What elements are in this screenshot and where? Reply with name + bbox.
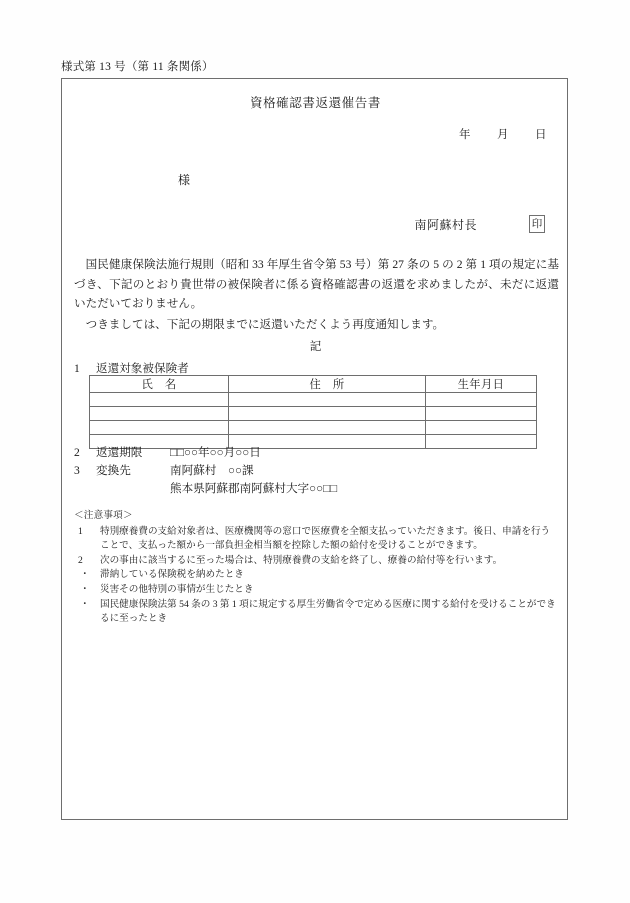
date-day-label: 日 — [535, 129, 547, 141]
note-5-marker: ・ — [80, 598, 90, 610]
item-1-label: 返還対象被保険者 — [96, 362, 189, 375]
cell-address[interactable] — [229, 421, 426, 435]
note-item-4 — [74, 583, 559, 598]
note-item-1 — [74, 525, 559, 554]
body-text — [74, 255, 559, 334]
issuer-name: 南阿蘇村長 — [414, 217, 477, 232]
notes-heading: ＜注意事項＞ — [74, 510, 133, 521]
insured-persons-table — [89, 375, 537, 449]
form-number: 様式第 13 号（第 11 条関係） — [61, 61, 214, 73]
cell-address[interactable] — [229, 393, 426, 407]
cell-address[interactable] — [229, 407, 426, 421]
date-year-label: 年 — [459, 129, 471, 141]
item-2-number: 2 — [74, 446, 80, 459]
item-2-label: 返還期限 — [96, 446, 143, 459]
cell-birthdate[interactable] — [426, 407, 537, 421]
note-4-marker: ・ — [80, 583, 90, 595]
note-item-5 — [74, 598, 559, 627]
item-2-value: □□○○年○○月○○日 — [170, 446, 261, 459]
item-2 — [74, 444, 261, 462]
table-row[interactable] — [90, 421, 537, 435]
note-3-marker: ・ — [80, 569, 90, 581]
notes-section — [74, 509, 559, 627]
document-frame — [61, 78, 568, 820]
note-4-text: 災害その他特別の事情が生じたとき — [100, 583, 254, 595]
ki-marker: 記 — [309, 340, 322, 353]
note-1-marker: 1 — [78, 525, 83, 537]
table-row[interactable] — [90, 393, 537, 407]
note-2-marker: 2 — [78, 554, 83, 566]
cell-name[interactable] — [90, 421, 229, 435]
seal-stamp-box: 印 — [529, 215, 545, 233]
date-line — [459, 126, 547, 142]
item-3 — [74, 462, 254, 480]
cell-birthdate[interactable] — [426, 421, 537, 435]
item-3-address: 熊本県阿蘇郡南阿蘇村大字○○□□ — [170, 482, 338, 495]
table-header-row — [90, 376, 537, 393]
cell-name[interactable] — [90, 407, 229, 421]
note-item-2 — [74, 554, 559, 569]
addressee-honorific: 様 — [178, 173, 191, 187]
note-1-text: 特別療養費の支給対象者は、医療機関等の窓口で医療費を全額支払っていただきます。後日、申請を行うことで、支払った額から一部負担金相当額を控除した額の給付を受けることができます。 — [100, 525, 551, 552]
cell-birthdate[interactable] — [426, 435, 537, 449]
date-month-label: 月 — [497, 129, 509, 141]
body-paragraph-1: 国民健康保険法施行規則（昭和 33 年厚生省令第 53 号）第 27 条の 5 の 2 第 1 項の規定に基づき、下記のとおり貴世帯の被保険者に係る資格確認書の返還を求めましたが、未だに返還いただいておりません。 — [74, 258, 559, 310]
note-5-text: 国民健康保険法第 54 条の 3 第 1 項に規定する厚生労働省令で定める医療に関する給付を受けることができるに至ったとき — [100, 598, 556, 625]
column-header-name: 氏 名 — [90, 376, 229, 393]
note-item-3 — [74, 568, 559, 583]
cell-name[interactable] — [90, 393, 229, 407]
issuer-block — [414, 215, 545, 233]
item-3-number: 3 — [74, 464, 80, 477]
body-paragraph-2: つきましては、下記の期限までに返還いただくよう再度通知します。 — [85, 317, 445, 331]
document-inner — [62, 79, 569, 821]
cell-birthdate[interactable] — [426, 393, 537, 407]
item-1-number: 1 — [74, 362, 80, 375]
column-header-address: 住 所 — [229, 376, 426, 393]
item-3-label: 変換先 — [96, 464, 131, 477]
note-2-text: 次の事由に該当するに至った場合は、特別療養費の支給を終了し、療養の給付等を行います。 — [100, 554, 503, 566]
page-title: 資格確認書返還催告書 — [249, 96, 381, 110]
note-3-text: 滞納している保険税を納めたとき — [100, 569, 244, 581]
table-row[interactable] — [90, 407, 537, 421]
column-header-birthdate: 生年月日 — [426, 376, 537, 393]
item-3-value: 南阿蘇村 ○○課 — [170, 464, 254, 477]
